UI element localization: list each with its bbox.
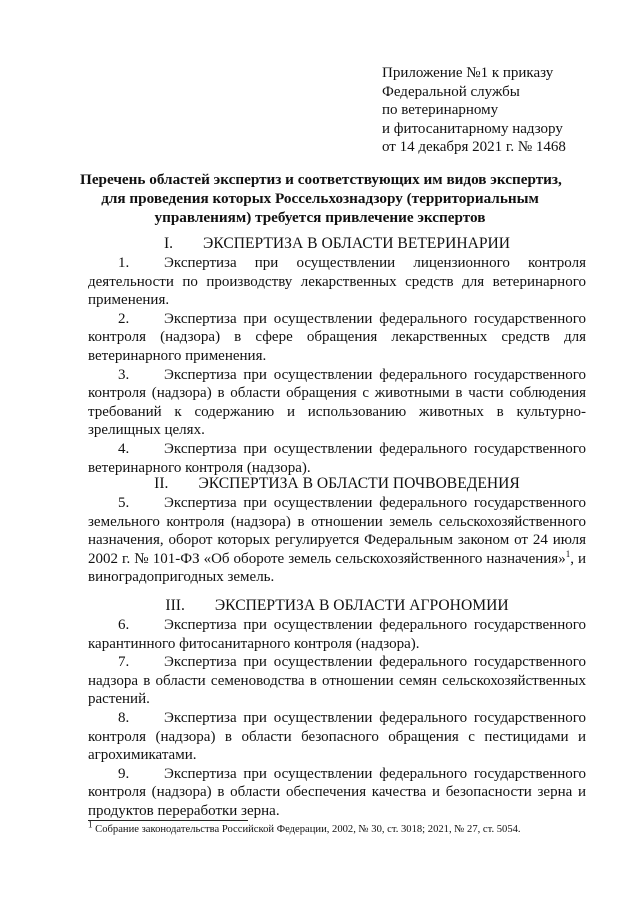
list-item	[88, 616, 586, 653]
header-line: Приложение №1 к приказу	[382, 65, 554, 81]
list-item	[88, 310, 586, 366]
item-number: 8.	[118, 709, 130, 726]
footnote	[88, 819, 588, 836]
section-numeral: III.	[165, 597, 185, 614]
list-item	[88, 765, 586, 821]
document-title	[80, 170, 560, 227]
item-number: 7.	[118, 654, 130, 671]
item-text: Экспертиза при осуществлении федерального государственного карантинного фитосанитарного контроля (надзора).	[88, 617, 586, 652]
footnote-reference: 1	[565, 548, 571, 559]
item-text: Экспертиза при осуществлении федерального государственного ветеринарного контроля (надзора).	[88, 440, 586, 476]
section-title: ЭКСПЕРТИЗА В ОБЛАСТИ ПОЧВОВЕДЕНИЯ	[198, 475, 520, 492]
item-number: 5.	[118, 495, 130, 511]
item-number: 9.	[118, 765, 130, 782]
item-text: Экспертиза при осуществлении федерального государственного контроля (надзора) в области обеспечения качества и безопасности зерна и продуктов переработки зерна.	[88, 765, 586, 819]
section-soil-science	[88, 474, 586, 587]
title-line: для проведения которых Россельхознадзору (территориальным	[101, 190, 539, 207]
header-line: и фитосанитарному надзору	[382, 120, 563, 137]
item-number: 4.	[118, 440, 130, 457]
section-heading	[88, 596, 586, 616]
footnote-mark: 1	[88, 819, 93, 830]
section-heading	[88, 234, 586, 254]
item-number: 3.	[118, 366, 130, 383]
item-text: Экспертиза при осуществлении федерального государственного контроля (надзора) в области обращения с животными в части соблюдения требований к содержанию и использованию животных в культурно-зрелищных целях.	[88, 366, 586, 439]
list-item	[88, 440, 586, 477]
header-line: от 14 декабря 2021 г. № 1468	[382, 139, 566, 155]
list-item	[88, 709, 586, 765]
section-title: ЭКСПЕРТИЗА В ОБЛАСТИ АГРОНОМИИ	[214, 597, 509, 614]
title-line: управлениям) требуется привлечение экспертов	[154, 209, 486, 226]
section-title: ЭКСПЕРТИЗА В ОБЛАСТИ ВЕТЕРИНАРИИ	[203, 235, 511, 252]
appendix-header	[382, 64, 566, 157]
list-item	[88, 254, 586, 310]
item-number: 2.	[118, 310, 130, 327]
list-item	[88, 494, 586, 587]
item-text: Экспертиза при осуществлении федерального государственного контроля (надзора) в области безопасного обращения с пестицидами и агрохимикатами.	[88, 709, 586, 764]
footnote-text: Собрание законодательства Российской Федерации, 2002, № 30, ст. 3018; 2021, № 27, ст. 5054.	[92, 824, 521, 835]
item-text: Экспертиза при осуществлении федерального государственного контроля (надзора) в сфере обращения лекарственных средств для ветеринарного применения.	[88, 310, 586, 364]
section-numeral: I.	[163, 235, 174, 252]
item-number: 6.	[118, 617, 130, 633]
header-line: по ветеринарному	[382, 102, 499, 118]
footnote-divider	[88, 820, 248, 821]
list-item	[88, 366, 586, 440]
list-item	[88, 653, 586, 709]
title-line: Перечень областей экспертиз и соответствующих им видов экспертиз,	[80, 171, 562, 188]
header-line: Федеральной службы	[382, 83, 520, 100]
section-numeral: II.	[154, 475, 169, 492]
section-veterinary	[88, 234, 586, 477]
item-text: Экспертиза при осуществлении федерального государственного земельного контроля (надзора) в отношении земель сельскохозяйственного назначения, оборот которых регулируется Федеральным законом от 24 июля 2002 г. № 101-ФЗ «Об обороте земель сельскохозяйственного назначения»	[88, 495, 586, 567]
item-text-tail: , и виноградопригодных земель.	[88, 550, 586, 586]
item-number: 1.	[118, 255, 130, 271]
section-agronomy	[88, 596, 586, 821]
item-text: Экспертиза при осуществлении лицензионного контроля деятельности по производству лекарственных средств для ветеринарного применения.	[88, 255, 586, 309]
section-heading	[88, 474, 586, 494]
item-text: Экспертиза при осуществлении федерального государственного надзора в области семеноводства в отношении семян сельскохозяйственных растений.	[88, 654, 586, 708]
